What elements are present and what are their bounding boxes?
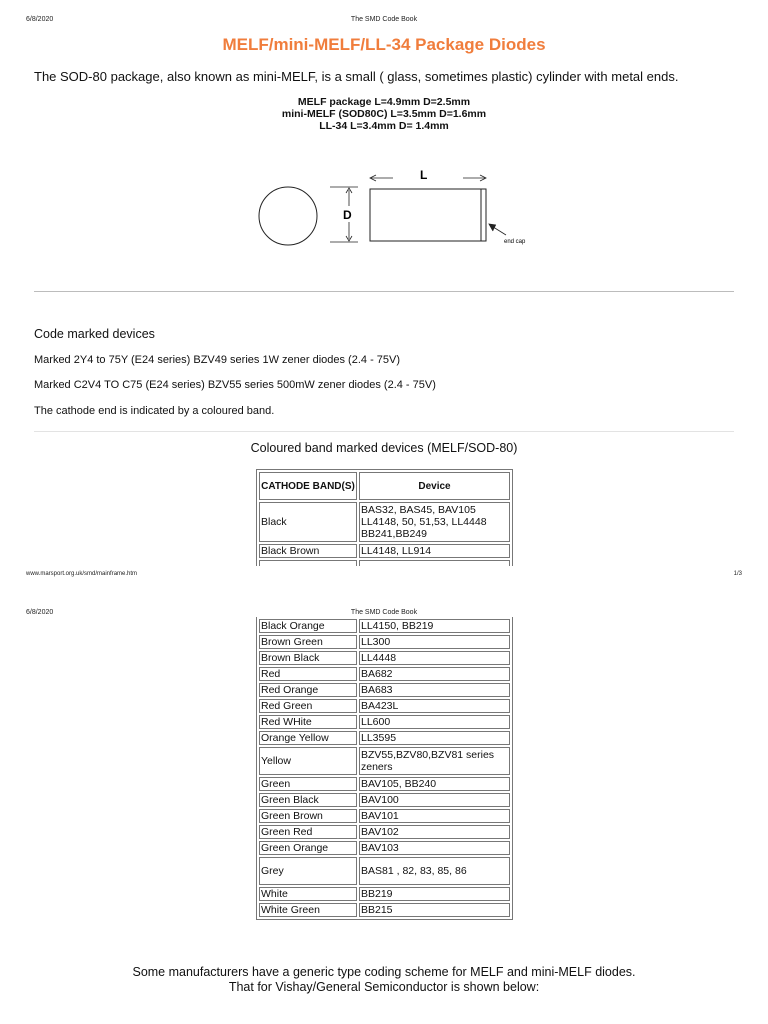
code-marked-line-1: Marked 2Y4 to 75Y (E24 series) BZV49 series 1W zener diodes (2.4 - 75V) — [34, 354, 401, 366]
band-cell: White — [259, 887, 357, 901]
band-cell: Green Red — [259, 825, 357, 839]
band-cell: Brown Black — [259, 651, 357, 665]
closing-line-2: That for Vishay/General Semiconductor is shown below: — [228, 980, 540, 994]
header-cathode-band: CATHODE BAND(S) — [259, 472, 357, 500]
table-row — [259, 715, 510, 729]
band-cell: Red Orange — [259, 683, 357, 697]
device-cell: LL4448 — [359, 651, 510, 665]
page-title: MELF/mini-MELF/LL-34 Package Diodes — [222, 35, 546, 54]
band-cell: White Green — [259, 903, 357, 917]
band-cell: Brown Green — [259, 635, 357, 649]
code-marked-line-2: Marked C2V4 TO C75 (E24 series) BZV55 series 500mW zener diodes (2.4 - 75V) — [34, 379, 436, 391]
band-cell: Black Brown — [259, 544, 357, 558]
end-view-circle — [259, 187, 317, 245]
device-cell: BB215 — [359, 903, 510, 917]
table-row — [259, 809, 510, 823]
band-cell: Black Orange — [259, 619, 357, 633]
device-cell: BZV55,BZV80,BZV81 series zeners — [359, 747, 510, 775]
header-date-page2: 6/8/2020 — [26, 609, 54, 616]
band-cell: Red Green — [259, 699, 357, 713]
spec-melf: MELF package L=4.9mm D=2.5mm — [297, 96, 471, 108]
header-title: The SMD Code Book — [350, 16, 418, 23]
section-divider — [34, 291, 734, 292]
device-cell: BAV101 — [359, 809, 510, 823]
table-row — [259, 731, 510, 745]
device-cell: BA683 — [359, 683, 510, 697]
table-row — [259, 635, 510, 649]
band-cell: Grey — [259, 857, 357, 885]
table-row — [259, 857, 510, 885]
header-device: Device — [359, 472, 510, 500]
band-cell: Red WHite — [259, 715, 357, 729]
band-cell: Red — [259, 667, 357, 681]
intro-paragraph: The SOD-80 package, also known as mini-MELF, is a small ( glass, sometimes plastic) cylinder with metal ends. — [34, 69, 679, 84]
band-table-page1 — [256, 469, 513, 577]
device-cell: BAV100 — [359, 793, 510, 807]
table-row — [259, 825, 510, 839]
table-row — [259, 699, 510, 713]
device-cell: BA423L — [359, 699, 510, 713]
closing-line-1: Some manufacturers have a generic type coding scheme for MELF and mini-MELF diodes. — [132, 965, 636, 979]
d-label: D — [343, 208, 352, 222]
band-cell: Green Black — [259, 793, 357, 807]
device-cell: LL4148, LL914 — [359, 544, 510, 558]
device-cell: BA682 — [359, 667, 510, 681]
section-divider-light — [34, 431, 734, 432]
table-row — [259, 667, 510, 681]
band-cell: Black — [259, 502, 357, 542]
table-row — [259, 747, 510, 775]
band-cell: Green Brown — [259, 809, 357, 823]
table-row — [259, 544, 510, 558]
table-row — [259, 841, 510, 855]
device-cell: LL600 — [359, 715, 510, 729]
device-cell: BAS81 , 82, 83, 85, 86 — [359, 857, 510, 885]
device-cell: LL3595 — [359, 731, 510, 745]
header-title-page2: The SMD Code Book — [350, 609, 418, 616]
body-side-view — [370, 189, 486, 241]
table-row — [259, 502, 510, 542]
band-cell: Green Orange — [259, 841, 357, 855]
footer-url: www.marsport.org.uk/smd/mainframe.htm — [26, 571, 138, 577]
band-table-page2 — [256, 617, 513, 920]
end-cap-arrowhead — [489, 224, 496, 231]
band-cell: Orange Yellow — [259, 731, 357, 745]
table-caption: Coloured band marked devices (MELF/SOD-80) — [250, 441, 518, 455]
table-row — [259, 777, 510, 791]
footer-page: 1/3 — [733, 571, 742, 577]
end-cap-label: end cap — [504, 239, 526, 245]
device-cell: BAV102 — [359, 825, 510, 839]
table-row — [259, 903, 510, 917]
device-cell: LL300 — [359, 635, 510, 649]
device-cell: BAS32, BAS45, BAV105 LL4148, 50, 51,53, LL4448 BB241,BB249 — [359, 502, 510, 542]
device-cell: BAV105, BB240 — [359, 777, 510, 791]
table-row — [259, 619, 510, 633]
l-label: L — [420, 168, 428, 182]
cathode-note: The cathode end is indicated by a coloured band. — [34, 405, 275, 417]
table-row — [259, 887, 510, 901]
spec-ll34: LL-34 L=3.4mm D= 1.4mm — [319, 120, 449, 132]
package-specs — [0, 96, 768, 132]
spec-mini-melf: mini-MELF (SOD80C) L=3.5mm D=1.6mm — [281, 108, 487, 120]
table-row — [259, 793, 510, 807]
band-cell: Yellow — [259, 747, 357, 775]
device-cell: LL4150, BB219 — [359, 619, 510, 633]
table-row — [259, 651, 510, 665]
device-cell: BB219 — [359, 887, 510, 901]
header-date: 6/8/2020 — [26, 16, 54, 23]
table-row — [259, 683, 510, 697]
device-cell: BAV103 — [359, 841, 510, 855]
band-cell: Green — [259, 777, 357, 791]
code-marked-heading: Code marked devices — [34, 327, 155, 341]
package-diagram — [258, 164, 528, 254]
